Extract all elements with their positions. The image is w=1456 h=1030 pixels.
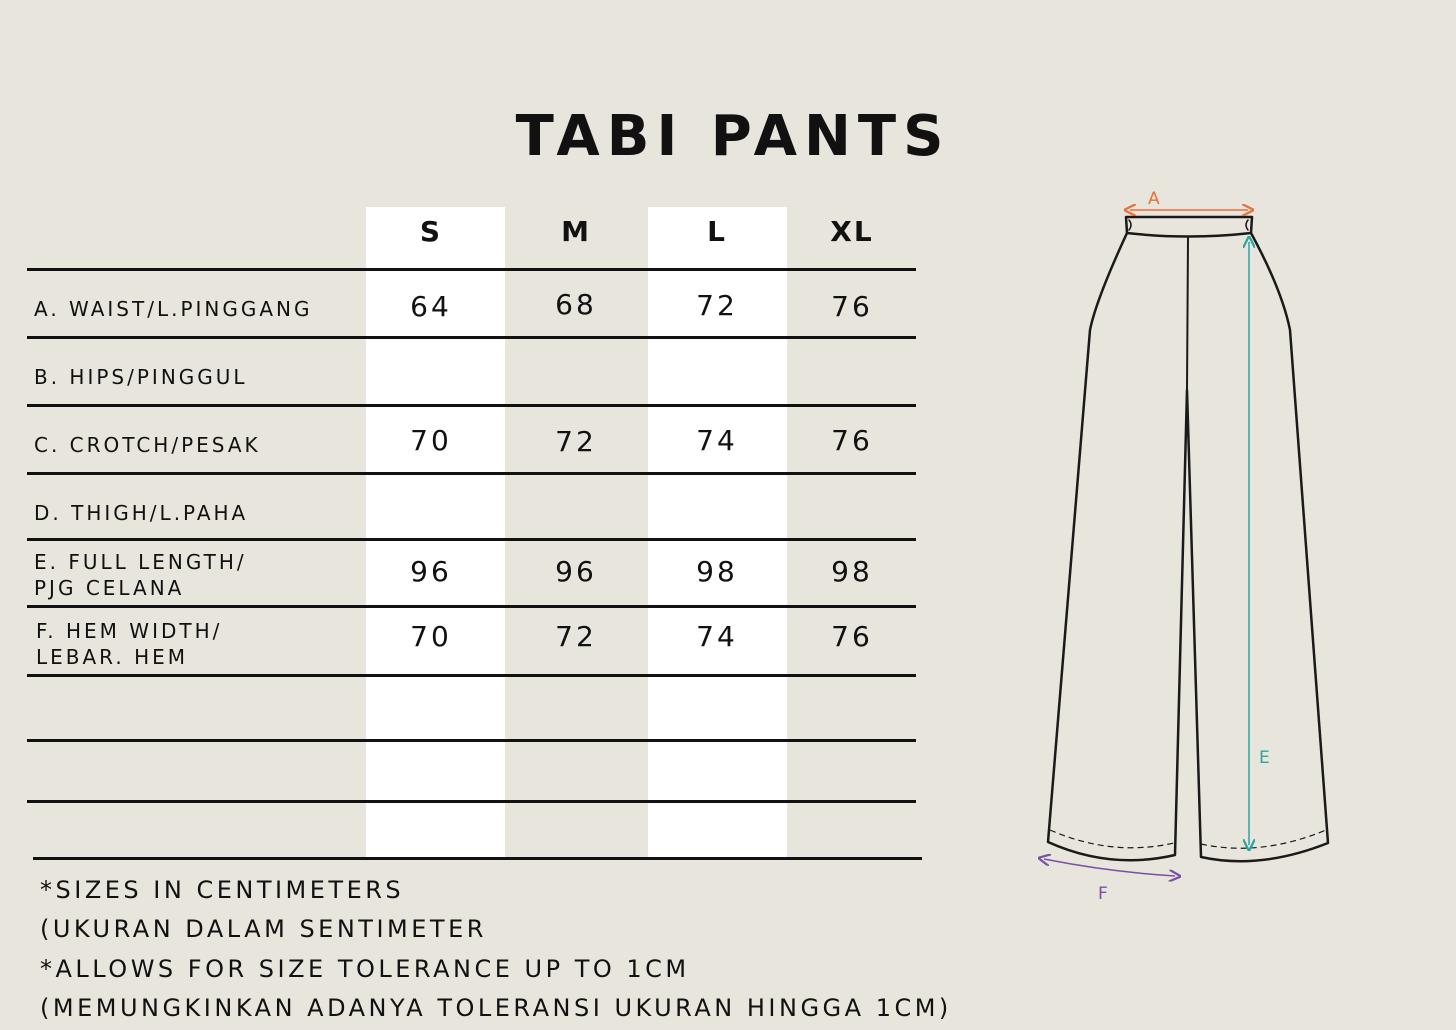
table-cell: 72 <box>555 425 597 458</box>
table-cell: 72 <box>696 289 738 322</box>
size-header-xl: XL <box>830 215 874 248</box>
hem-dimension-label: F <box>1098 884 1108 904</box>
row-label-hem-width: F. HEM WIDTH/ <box>36 619 223 643</box>
size-header-m: M <box>561 215 591 248</box>
row-label-hem-width-2: LEBAR. HEM <box>36 645 189 669</box>
table-divider <box>27 404 916 407</box>
note-sizes-id: (UKURAN DALAM SENTIMETER <box>40 915 487 943</box>
row-label-waist: A. WAIST/L.PINGGANG <box>34 297 313 321</box>
table-cell: 76 <box>831 620 873 653</box>
hem-dimension-arrow <box>1044 859 1175 876</box>
page-title: TABI PANTS <box>515 104 951 169</box>
table-divider <box>27 674 916 677</box>
table-cell: 64 <box>410 290 452 323</box>
table-cell: 72 <box>555 620 597 653</box>
table-cell: 96 <box>410 555 452 588</box>
note-sizes: *SIZES IN CENTIMETERS <box>40 876 405 904</box>
table-divider <box>27 800 916 803</box>
row-label-full-length: E. FULL LENGTH/ <box>34 550 247 574</box>
table-cell: 76 <box>831 290 873 323</box>
size-header-l: L <box>707 215 727 248</box>
table-cell: 68 <box>555 288 597 321</box>
table-cell: 98 <box>831 555 873 588</box>
table-cell: 96 <box>555 555 597 588</box>
table-cell: 98 <box>696 555 738 588</box>
note-tolerance: *ALLOWS FOR SIZE TOLERANCE UP TO 1CM <box>40 955 690 983</box>
row-label-full-length-2: PJG CELANA <box>34 576 185 600</box>
length-dimension-label: E <box>1259 748 1270 768</box>
table-divider <box>27 268 916 271</box>
row-label-hips: B. HIPS/PINGGUL <box>34 365 248 389</box>
note-tolerance-id: (MEMUNGKINKAN ADANYA TOLERANSI UKURAN HINGGA 1CM) <box>40 994 952 1022</box>
table-divider <box>27 605 916 608</box>
table-cell: 74 <box>696 620 738 653</box>
row-label-crotch: C. CROTCH/PESAK <box>34 433 261 457</box>
dimension-markers <box>1030 180 1350 910</box>
table-divider <box>27 472 916 475</box>
table-divider <box>33 857 922 860</box>
table-divider <box>27 739 916 742</box>
row-label-thigh: D. THIGH/L.PAHA <box>34 501 249 525</box>
table-divider <box>27 336 916 339</box>
waist-dimension-label: A <box>1148 189 1160 209</box>
table-cell: 74 <box>696 424 738 457</box>
table-cell: 70 <box>410 620 452 653</box>
size-header-s: S <box>419 215 443 248</box>
table-divider <box>27 538 916 541</box>
table-cell: 70 <box>410 424 452 457</box>
table-cell: 76 <box>831 424 873 457</box>
